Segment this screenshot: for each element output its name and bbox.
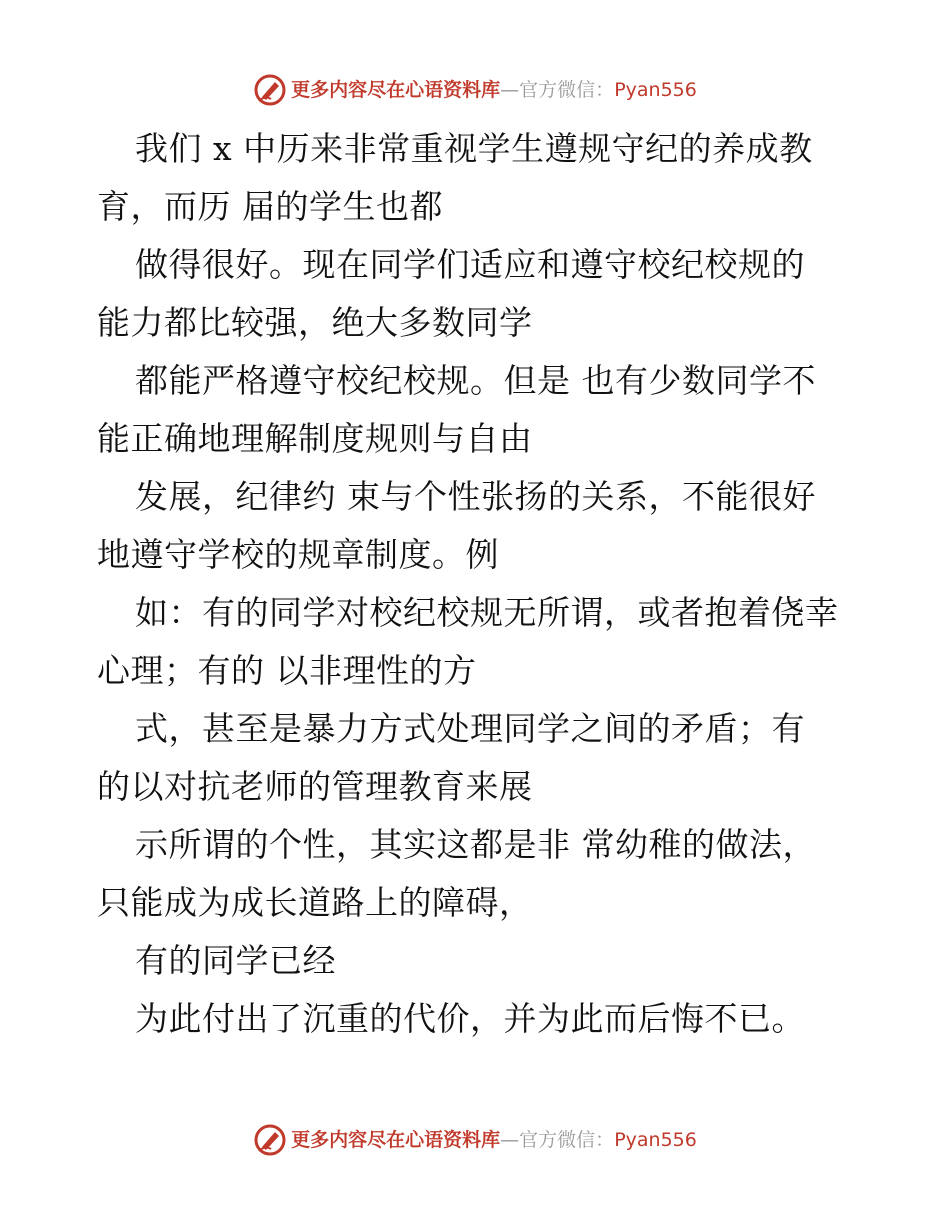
body-line: 式，甚至是暴力方式处理同学之间的矛盾；有 (135, 709, 805, 748)
body-line: 如：有的同学对校纪校规无所谓，或者抱着侥幸 (135, 593, 839, 632)
body-line: 都能严格遵守校纪校规。但是 也有少数同学不 (135, 361, 816, 400)
body-line: 为此付出了沉重的代价，并为此而后悔不已。 (135, 999, 805, 1038)
header-banner (0, 70, 950, 110)
body-line: 只能成为成长道路上的障碍， (97, 883, 533, 922)
body-line: 示所谓的个性，其实这都是非 常幼稚的做法， (135, 825, 816, 864)
header-separator: — (500, 78, 520, 101)
footer-text (291, 1128, 697, 1151)
header-wechat-label: 官方微信： (519, 78, 615, 101)
header-brand: 更多内容尽在心语资料库 (291, 78, 501, 101)
header-text (291, 78, 697, 101)
body-line: 育，而历 届的学生也都 (97, 187, 443, 226)
body-line: 做得很好。现在同学们适应和遵守校纪校规的 (135, 245, 805, 284)
body-line: 能正确地理解制度规则与自由 (97, 419, 533, 458)
footer-wechat-id: Pyan556 (614, 1128, 697, 1151)
footer-separator: — (500, 1128, 520, 1151)
body-line: 我们 x 中历来非常重视学生遵规守纪的养成教 (135, 129, 813, 168)
footer-brand: 更多内容尽在心语资料库 (291, 1128, 501, 1151)
header-wechat-id: Pyan556 (614, 78, 697, 101)
body-line: 发展，纪律约 束与个性张扬的关系，不能很好 (135, 477, 816, 516)
body-line: 心理；有的 以非理性的方 (97, 651, 477, 690)
body-line: 的以对抗老师的管理教育来展 (97, 767, 533, 806)
seal-logo-icon (253, 73, 287, 107)
footer-banner (0, 1120, 950, 1160)
footer-wechat-label: 官方微信： (519, 1128, 615, 1151)
seal-logo-icon (253, 1123, 287, 1157)
body-line: 有的同学已经 (135, 941, 336, 980)
body-line: 能力都比较强，绝大多数同学 (97, 303, 533, 342)
body-line: 地遵守学校的规章制度。例 (97, 535, 499, 574)
document-body (97, 120, 897, 1048)
